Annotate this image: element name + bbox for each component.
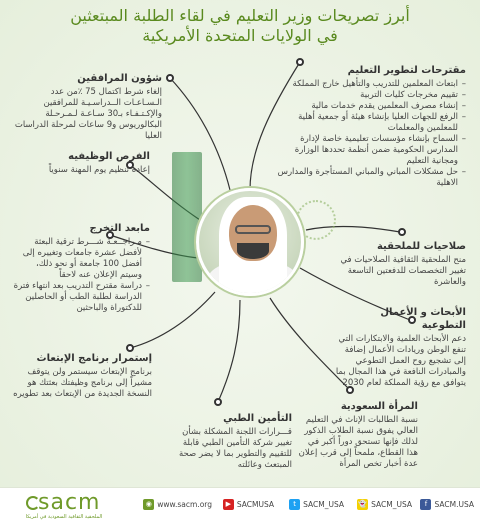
social-facebook[interactable] (420, 499, 474, 510)
logo-subtitle: الملحقية الثقافية السعودية في أمريكا (25, 514, 103, 520)
connector-node-program (126, 344, 134, 352)
snapchat-icon: 👻 (358, 500, 367, 508)
title-line-2: في الولايات المتحدة الأمريكية (142, 26, 338, 45)
social-snapchat[interactable] (357, 499, 412, 510)
section-heading: الأبحاث و الأعمال التطوعية (380, 307, 466, 331)
sacm-logo (8, 490, 118, 522)
section-jobs (12, 150, 150, 176)
twitter-handle: SACM_USA (303, 500, 344, 509)
section-body: إعادة تنظيم يوم المهنة سنوياً (48, 165, 150, 175)
section-heading: مابعد التخرج (89, 223, 150, 234)
snapchat-handle: SACM_USA (371, 500, 412, 509)
section-heading: صلاحيات للملحقية (376, 241, 466, 252)
section-heading: إستمرار برنامج الإبتعاث (36, 353, 152, 364)
list-item: – دراسة مقترح التدريب بعد انتهاء فترة الدراسة لطلبة الطب أو الحاصلين للدكتوراة والباحثين (12, 281, 150, 314)
section-medical (166, 412, 292, 471)
flag-decoration (172, 152, 202, 282)
section-body: نسبة الطالبات الإناث في التعليم العالي يفوق نسبة الطلاب الذكور لذلك فإنها تستحق دوراً أكبر في هذا القطاع، ملمحاً إلى قرب إعلان عدة أخبار تخص المرأة (298, 415, 418, 469)
section-heading: التأمين الطبي (223, 413, 292, 424)
title-line-1: أبرز تصريحات وزير التعليم في لقاء الطلبة المبتعثين (70, 6, 410, 25)
section-body: دعم الأبحاث العلمية والابتكارات التي تنفع الوطن وريادات الأعمال إضافة إلى تشجيع روح العمل التطوعي والمبادرات النافعة في هذا المجال بما يتوافق مع رؤية المملكة لعام 2030 (335, 334, 466, 388)
teaching-list (270, 79, 466, 189)
section-women (298, 400, 418, 470)
list-item: – حل مشكلات المباني والمباني المستأجرة والمدارس الاهلية (270, 167, 466, 189)
section-program (12, 352, 152, 400)
section-attache (338, 240, 466, 288)
section-teaching (270, 64, 466, 189)
section-heading: شؤون المرافقين (77, 73, 162, 84)
connector-node-attache (398, 228, 406, 236)
website-url: www.sacm.org (157, 500, 212, 509)
section-research (334, 306, 466, 389)
list-item: – الرفع للجهات العليا بإنشاء هيئة أو جمعية أهلية للمعلمين والمعلمات (270, 112, 466, 134)
section-heading: المرأة السعودية (340, 401, 418, 412)
youtube-handle: SACMUSA (236, 500, 274, 509)
section-companions (12, 72, 162, 142)
list-item: – إنشاء مصرف المعلمين يقدم خدمات مالية (270, 101, 466, 112)
minister-portrait (196, 188, 304, 296)
section-body: برنامج الإبتعاث سيستمر ولن يتوقف مشيراً إلى برنامج وظيفتك بعثتك هو النسخة الجديدة من الإبتعاث بعد تطويره (13, 367, 152, 399)
logo-text: sacm (38, 490, 101, 515)
connector-node-companions (166, 74, 174, 82)
section-heading: الفرص الوظيفيه (68, 151, 150, 162)
section-heading: مقترحات لتطوير التعليم (347, 65, 466, 76)
list-item: – ابتعاث المعلمين للتدريب والتأهيل خارج المملكة (270, 79, 466, 90)
youtube-icon: ▶ (223, 499, 234, 510)
social-twitter[interactable] (289, 499, 344, 510)
list-item: – مـراجــعـة شـــرط ترقية البعثة لأفضل عشرة جامعات وتغييره إلى أفضل 100 جامعة أو نحو ذلك، وسيتم الإعلان عنه لاحقاً (12, 237, 150, 281)
section-body: منح الملحقية الثقافية الصلاحيات في تغيير التخصصات للدفعتين التاسعة والعاشرة (340, 255, 466, 287)
list-item: – تقييم مخرجات كليات التربية (270, 90, 466, 101)
connector-node-medical (214, 398, 222, 406)
section-body: إلغاء شرط اكتمال 75 ٪من عدد الـسـاعـات الــدراسـيـة للمرافقين والإكـتـفـاء بـ30 سـاعـة لـمـرحـلة البكالوريوس و9 ساعات لمرحلة الدراسات العليا (14, 87, 162, 141)
section-postgrad (12, 222, 150, 314)
footer (0, 487, 480, 523)
section-body: قـــرارات اللجنة المشكلة بشأن تغيير شركة التأمين الطبي قابلة للتقييم والتطوير بما لا يضر صحة المبتعث وعائلته (178, 427, 292, 470)
social-youtube[interactable] (223, 499, 274, 510)
postgrad-list (12, 237, 150, 314)
facebook-icon: f (420, 499, 431, 510)
website-link[interactable] (143, 499, 212, 510)
facebook-handle: SACM.USA (434, 500, 474, 509)
twitter-icon: t (289, 499, 300, 510)
list-item: – السماح بإنشاء مؤسسات تعليمية خاصة لإدارة المدارس الحكومية ضمن أنظمة تحددها الوزارة ومجانية التعليم (270, 134, 466, 167)
globe-icon: ◉ (143, 499, 154, 510)
